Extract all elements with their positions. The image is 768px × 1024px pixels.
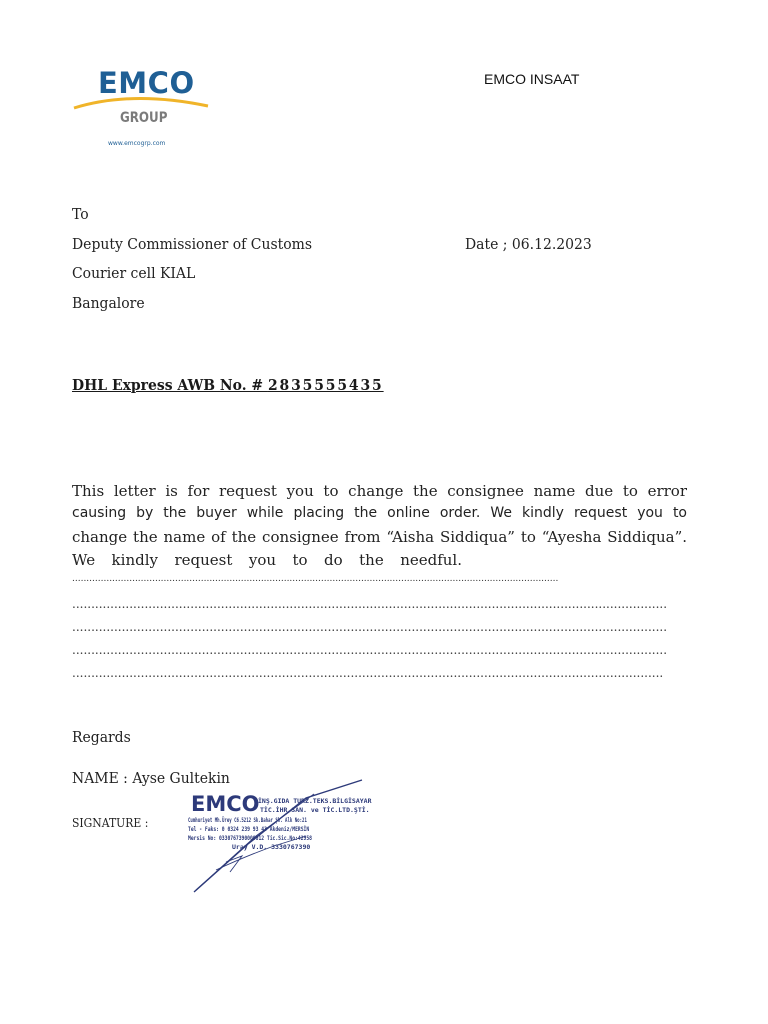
dotted-line-2: ............................................................................................................................................................ (72, 597, 668, 611)
sender-name: NAME : Ayse Gultekin (72, 769, 230, 787)
body-line-4: We kindly request you to do the needful. (72, 551, 462, 569)
company-stamp (186, 776, 372, 898)
stamp-line-2: TİC.İHR.SAN. ve TİC.LTD.ŞTİ. (260, 806, 370, 814)
stamp-line-3: Cumhuriyet Mh.Ürey C6.5212 Sk.Bahar Şh. Alk No:21 (188, 816, 307, 824)
closing-regards: Regards (72, 728, 131, 746)
stamp-brand: EMCO (191, 792, 260, 816)
stamp-line-1: İNŞ.GIDA TURZ.TEKS.BİLGİSAYAR (258, 797, 372, 805)
address-to: To (72, 205, 89, 223)
stamp-line-5: Mersis No: 0330767390000012 Tic.Sic.No:42958 (188, 834, 312, 842)
awb-subject (72, 376, 384, 394)
body-line-2: causing by the buyer while placing the online order. We kindly request you to (72, 505, 687, 521)
logo-subtitle: GROUP (120, 110, 168, 126)
logo-word: EMCO (98, 66, 195, 100)
awb-number: 2835555435 (267, 376, 384, 394)
dotted-line-3: ............................................................................................................................................................ (72, 620, 668, 634)
address-line-2: Courier cell KIAL (72, 264, 196, 282)
stamp-line-6: Uray V.D. 3330767390 (232, 843, 311, 851)
stamp-line-4: Tel - Faks: 0 0324 239 93 43 Akdeniz/MERSİN (188, 825, 310, 833)
handwritten-signature-icon (186, 776, 368, 898)
company-logo (72, 66, 212, 154)
dotted-line-5: ........................................................................................................................................................... (72, 666, 664, 680)
company-name: EMCO INSAAT (484, 71, 580, 87)
address-line-1: Deputy Commissioner of Customs (72, 235, 312, 253)
dotted-line-4: ............................................................................................................................................................ (72, 643, 668, 657)
dotted-line-1: .......................................................................................................................................................................... (72, 574, 559, 584)
signature-label: SIGNATURE : (72, 816, 149, 830)
logo-url: www.emcogrp.com (108, 140, 166, 147)
letter-date: Date ; 06.12.2023 (465, 235, 592, 253)
body-line-1: This letter is for request you to change the consignee name due to error (72, 482, 687, 500)
address-line-3: Bangalore (72, 294, 145, 312)
body-line-3: change the name of the consignee from “Aisha Siddiqua” to “Ayesha Siddiqua”. (72, 528, 687, 546)
awb-prefix: DHL Express AWB No. # (72, 376, 268, 394)
